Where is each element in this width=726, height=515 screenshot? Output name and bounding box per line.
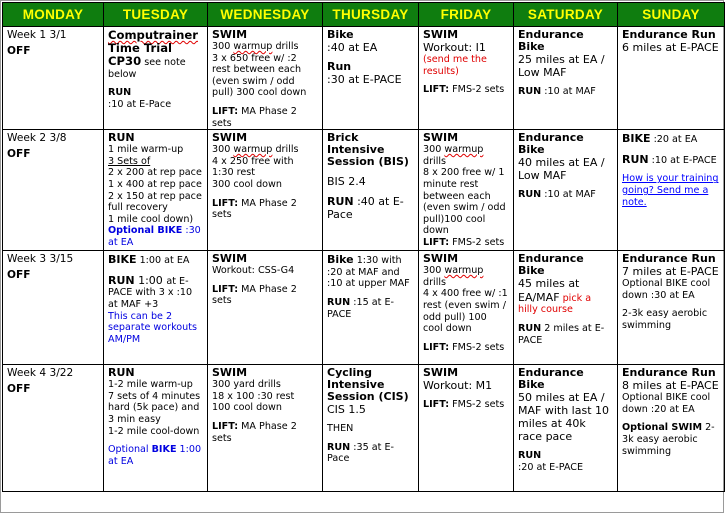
week-cell [3,251,104,365]
optional-label: Optional [108,444,152,456]
workout-detail: 4 x 400 free w/ :1 rest (even swim / odd pull) 100 cool down [423,288,508,335]
run-label: RUN [108,87,132,99]
workout-detail: 2-3k easy aerobic swimming [622,308,708,331]
workout-text: drills [272,144,299,156]
workout-cell-sunday [618,251,725,365]
workout-text: warmup [233,144,273,156]
workout-title: Bike [327,253,354,267]
workout-detail: Optional BIKE cool down :20 at EA [622,392,711,415]
workout-detail: Workout: CSS-G4 [212,265,295,277]
week-cell [3,365,104,492]
workout-title: RUN [108,131,135,145]
optional-label: BIKE [151,444,177,456]
workout-cell-thursday [323,27,419,130]
workout-title: Endurance Bike [518,28,584,53]
header-wednesday: WEDNESDAY [208,3,323,27]
workout-cell-sunday [618,365,725,492]
workout-title: SWIM [212,131,248,145]
workout-cell-saturday [514,130,618,251]
workout-detail: 7 miles at E-PACE [622,265,719,279]
week-label: Week 2 3/8 [7,132,67,145]
run-detail: :10 at MAF [541,189,596,201]
workout-line: 2 x 200 at rep pace [108,167,202,179]
workout-cell-friday [419,365,514,492]
workout-cell-wednesday [208,130,323,251]
workout-title: Endurance Run [622,252,716,266]
workout-line: 1 mile warm-up [108,144,184,156]
workout-note: see note below [108,57,186,80]
week-row [3,27,725,130]
week-label: Week 3 3/15 [7,253,74,266]
workout-detail: 18 x 100 :30 rest [212,390,295,402]
lift-detail: MA Phase 2 sets [212,105,297,129]
workout-detail: 8 x 200 free w/ 1 minute rest between each (even swim / odd pull)100 cool down [423,167,506,237]
workout-title: SWIM [423,252,459,266]
workout-line: 1-2 mile warm-up [108,379,193,391]
optional-detail: 2-3k easy aerobic swimming [622,422,715,457]
bike-detail: :20 at EA [650,134,698,146]
workout-text: drills [272,41,299,52]
schedule-table [2,2,725,492]
run-detail: :40 at E-Pace [327,195,404,222]
week-status: OFF [7,269,31,282]
week-status: OFF [7,383,31,396]
workout-detail: Workout: M1 [423,379,493,393]
workout-line: 2 x 150 at rep pace full recovery [108,190,202,214]
lift-label: LIFT: [212,105,239,117]
workout-note: pick a hilly course [518,292,592,316]
lift-detail: MA Phase 2 sets [212,283,297,307]
workout-text: warmup [444,144,484,156]
run-label: RUN [518,189,542,201]
header-friday: FRIDAY [419,3,514,27]
workout-text: 300 [212,144,234,156]
bike-label: BIKE [108,253,137,267]
week-label: Week 1 3/1 [7,29,67,41]
lift-label: LIFT: [423,236,450,248]
optional-detail: 1:00 at EA [108,444,202,467]
workout-title: Endurance Bike [518,131,584,157]
week-label: Week 4 3/22 [7,367,74,380]
lift-label: LIFT: [423,84,450,96]
workout-title: Computrainer [108,28,198,42]
workout-code: CP30 [108,54,142,68]
run-detail: :30 at E-PACE [327,73,402,86]
optional-detail: :30 at EA [108,225,201,248]
run-detail: at E-PACE with 3 x :10 at MAF +3 [108,275,193,310]
workout-line: 1-2 mile cool-down [108,425,200,437]
workout-cell-thursday [323,130,419,251]
workout-detail: 3 x 650 free w/ :2 rest between each (even swim / odd pull) 300 cool down [212,52,307,99]
workout-detail: 40 miles at EA / Low MAF [518,156,605,183]
workout-text: 300 [423,265,445,277]
workout-line: 3 Sets of [108,155,151,167]
week-status: OFF [7,45,31,57]
week-row [3,365,725,492]
workout-detail: Optional BIKE cool down :30 at EA [622,278,711,301]
workout-cell-saturday [514,365,618,492]
workout-title: Endurance Bike [518,252,584,278]
workout-title: SWIM [423,28,459,41]
workout-text: 300 [423,144,445,156]
workout-cell-saturday [514,27,618,130]
workout-title: SWIM [212,252,248,266]
feedback-link[interactable]: How is your training going? Send me a note. [622,173,719,208]
run-label: RUN [327,441,351,453]
workout-cell-wednesday [208,365,323,492]
workout-detail: 300 cool down [212,178,282,190]
workout-text: warmup [233,41,273,52]
workout-line: 1 mile cool down) [108,213,194,225]
workout-cell-tuesday [104,27,208,130]
workout-text: 300 [212,41,234,52]
workout-detail: 8 miles at E-PACE [622,379,719,393]
workout-detail: 25 miles at EA / Low MAF [518,53,605,79]
run-label: RUN [327,195,354,209]
lift-detail: MA Phase 2 sets [212,197,297,221]
workout-detail: 50 miles at EA / MAF with last 10 miles at 40k race pace [518,391,610,444]
run-detail: :10 at MAF [541,86,596,97]
workout-note: This can be 2 separate workouts AM/PM [108,310,197,345]
workout-cell-thursday [323,251,419,365]
workout-subtitle: Time Trial [108,41,172,55]
workout-detail: CIS 1.5 [327,403,366,417]
bike-detail: 1:00 at EA [136,255,190,267]
header-sunday: SUNDAY [618,3,725,27]
workout-title: SWIM [212,366,248,380]
run-detail: :15 at E-PACE [327,296,394,320]
lift-label: LIFT: [423,399,450,411]
lift-detail: FMS-2 sets [449,236,505,248]
workout-cell-sunday [618,27,725,130]
workout-line: 1 x 400 at rep pace [108,178,202,190]
workout-title: Endurance Run [622,366,716,380]
workout-cell-friday [419,251,514,365]
workout-cell-sunday [618,130,725,251]
workout-cell-wednesday [208,27,323,130]
workout-detail: 300 yard drills [212,379,281,391]
week-cell [3,27,104,130]
run-detail: :10 at E-PACE [648,154,717,166]
workout-cell-saturday [514,251,618,365]
header-tuesday: TUESDAY [104,3,208,27]
workout-cell-tuesday [104,365,208,492]
workout-cell-friday [419,27,514,130]
workout-title: RUN [108,366,135,380]
workout-title: SWIM [423,131,459,145]
workout-detail: THEN [327,423,354,435]
workout-detail: Workout: I1 [423,41,486,54]
run-detail: 2 miles at E-PACE [518,322,605,346]
workout-title: Cycling Intensive Session (CIS) [327,366,409,404]
workout-text: drills [423,276,447,288]
workout-text: drills [423,155,447,167]
run-label: RUN [518,322,542,334]
run-detail: 1:00 [134,273,167,287]
lift-detail: MA Phase 2 sets [212,420,297,444]
workout-title: Endurance Run [622,28,716,41]
workout-title: Endurance Bike [518,366,584,392]
workout-detail: 100 cool down [212,402,282,414]
workout-detail: 6 miles at E-PACE [622,41,719,54]
lift-label: LIFT: [212,197,239,209]
header-row [3,3,725,27]
run-label: RUN [518,450,542,462]
workout-detail: 4 x 250 free with 1:30 rest [212,155,294,179]
workout-text: warmup [444,265,484,277]
bike-label: BIKE [622,132,651,146]
header-monday: MONDAY [3,3,104,27]
lift-detail: FMS-2 sets [449,399,505,411]
run-detail: :10 at E-Pace [108,98,172,110]
workout-title: Brick Intensive Session (BIS) [327,131,409,169]
optional-label: Optional SWIM [622,422,703,434]
workout-detail: BIS 2.4 [327,175,366,189]
lift-label: LIFT: [423,341,450,353]
workout-cell-tuesday [104,251,208,365]
workout-note: (send me the results) [423,54,487,77]
run-detail: :20 at E-PACE [518,461,584,473]
lift-detail: FMS-2 sets [449,341,505,353]
workout-title: SWIM [423,366,459,380]
workout-detail: 1:30 with :20 at MAF and :10 at upper MAF [327,255,410,290]
lift-label: LIFT: [212,420,239,432]
header-thursday: THURSDAY [323,3,419,27]
lift-detail: FMS-2 sets [449,84,505,96]
workout-cell-friday [419,130,514,251]
workout-detail: 45 miles at EA/MAF [518,277,580,304]
run-label: RUN [622,152,649,166]
workout-cell-tuesday [104,130,208,251]
optional-label: Optional BIKE [108,225,183,237]
week-status: OFF [7,148,31,161]
workout-detail: :40 at EA [327,41,378,54]
run-detail: :35 at E-Pace [327,441,394,465]
workout-line: 7 sets of 4 minutes hard (5k pace) and 3 min easy [108,390,201,425]
workout-cell-wednesday [208,251,323,365]
run-label: RUN [327,296,351,308]
workout-title: Bike [327,28,354,41]
run-label: RUN [108,273,135,287]
week-row [3,251,725,365]
week-cell [3,130,104,251]
lift-label: LIFT: [212,283,239,295]
header-saturday: SATURDAY [514,3,618,27]
week-row [3,130,725,251]
workout-title: SWIM [212,28,248,41]
run-label: RUN [518,86,542,97]
workout-cell-thursday [323,365,419,492]
run-label: Run [327,60,352,73]
